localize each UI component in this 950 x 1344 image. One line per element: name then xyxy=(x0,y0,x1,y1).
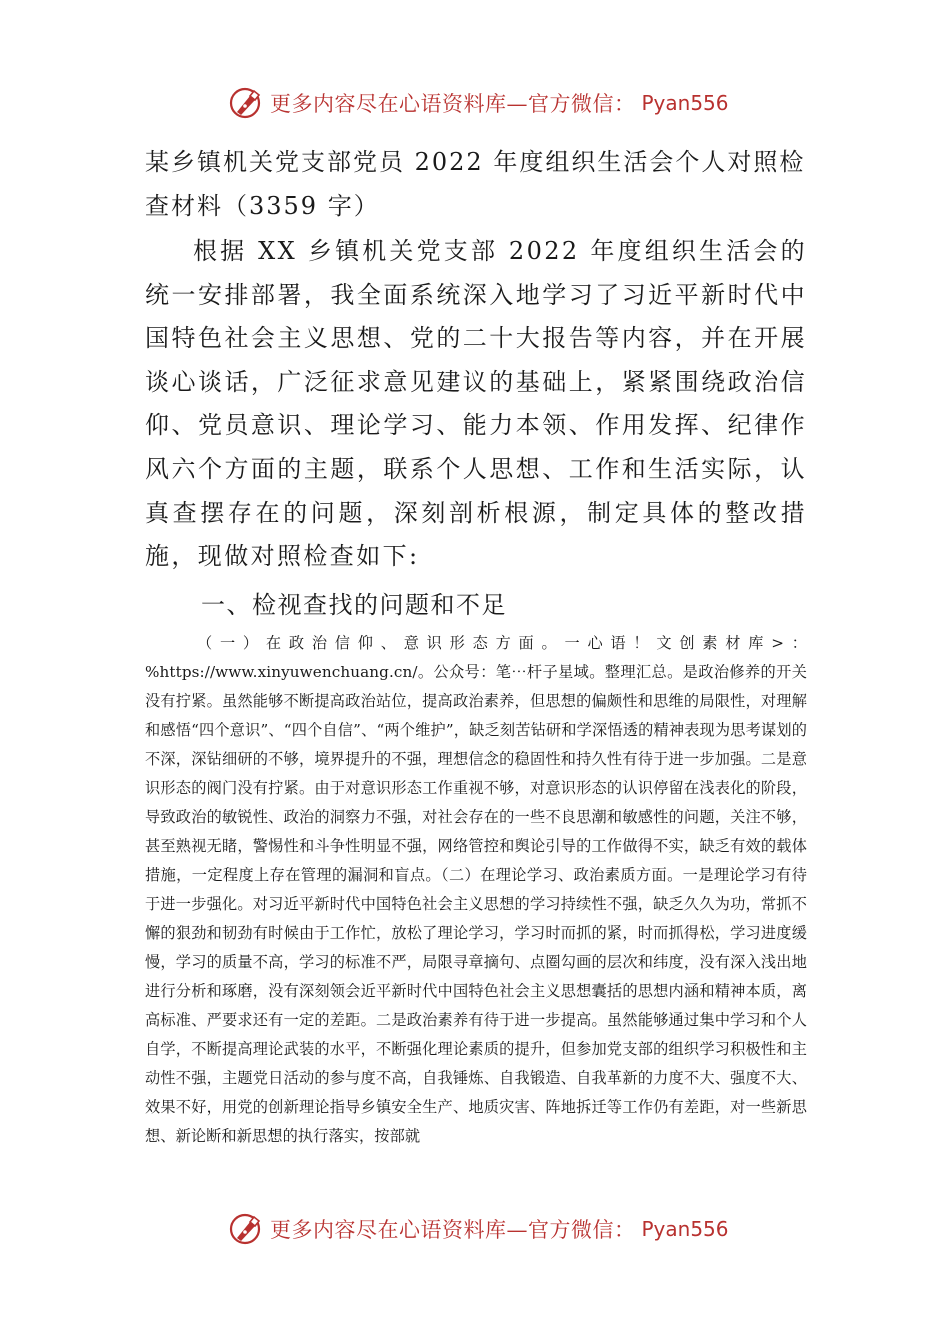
watermark-slogan: 更多内容尽在心语资料库—官方微信： xyxy=(270,1218,636,1242)
section-heading: 一、检视查找的问题和不足 xyxy=(201,590,507,619)
pen-nib-logo-icon xyxy=(228,1212,264,1246)
intro-paragraph: 根据 XX 乡镇机关党支部 2022 年度组织生活会的统一安排部署，我全面系统深入地学习了习近平新时代中国特色社会主义思想、党的二十大报告等内容，并在开展谈心谈话，广泛征求意见建议的基础上，紧紧围绕政治信仰、党员意识、理论学习、能力本领、作用发挥、纪律作风六个方面的主题，联系个人思想、工作和生活实际，认真查摆存在的问题，深刻剖析根源，制定具体的整改措施，现做对照检查如下: xyxy=(145,237,807,571)
document-title: 某乡镇机关党支部党员 2022 年度组织生活会个人对照检查材料（3359 字） xyxy=(145,148,806,220)
pen-nib-logo-icon xyxy=(228,86,264,120)
watermark-slogan: 更多内容尽在心语资料库—官方微信： xyxy=(270,92,636,116)
watermark-banner-bottom xyxy=(228,1212,729,1246)
watermark-handle: Pyan556 xyxy=(641,91,729,115)
body-paragraph: （一）在政治信仰、意识形态方面。一心语！文创素材库>：%https://www.xinyuwenchuang.cn/。公众号：笔⋯杆子星域。整理汇总。是政治修养的开关没有拧紧。虽然能够不断提高政治站位，提高政治素养，但思想的偏颇性和思维的局限性，对理解和感悟“四个意识”、“四个自信”、“两个维护”，缺乏刻苦钻研和学深悟透的精神表现为思考谋划的不深，深钻细研的不够，境界提升的不强，理想信念的稳固性和持久性有待于进一步加强。二是意识形态的阀门没有拧紧。由于对意识形态工作重视不够，对意识形态的认识停留在浅表化的阶段，导致政治的敏锐性、政治的洞察力不强，对社会存在的一些不良思潮和敏感性的问题，关注不够，甚至熟视无睹，警惕性和斗争性明显不强，网络管控和舆论引导的工作做得不实，缺乏有效的载体措施，一定程度上存在管理的漏洞和盲点。（二）在理论学习、政治素质方面。一是理论学习有待于进一步强化。对习近平新时代中国特色社会主义思想的学习持续性不强，缺乏久久为功，常抓不懈的狠劲和韧劲有时候由于工作忙，放松了理论学习，学习时而抓的紧，时而抓得松，学习进度缓慢，学习的质量不高，学习的标准不严，局限寻章摘句、点圈勾画的层次和纬度，没有深入浅出地进行分析和琢磨，没有深刻领会近平新时代中国特色社会主义思想囊括的思想内涵和精神本质，离高标准、严要求还有一定的差距。二是政治素养有待于进一步提高。虽然能够通过集中学习和个人自学，不断提高理论武装的水平，不断强化理论素质的提升，但参加党支部的组织学习积极性和主动性不强，主题党日活动的参与度不高，自我锤炼、自我锻造、自我革新的力度不大、强度不大、效果不好，用党的创新理论指导乡镇安全生产、地质灾害、阵地拆迁等工作仍有差距，对一些新思想、新论断和新思想的执行落实，按部就 xyxy=(145,633,807,1145)
watermark-banner-top xyxy=(228,86,729,120)
watermark-handle: Pyan556 xyxy=(641,1217,729,1241)
document-page xyxy=(145,140,807,1151)
